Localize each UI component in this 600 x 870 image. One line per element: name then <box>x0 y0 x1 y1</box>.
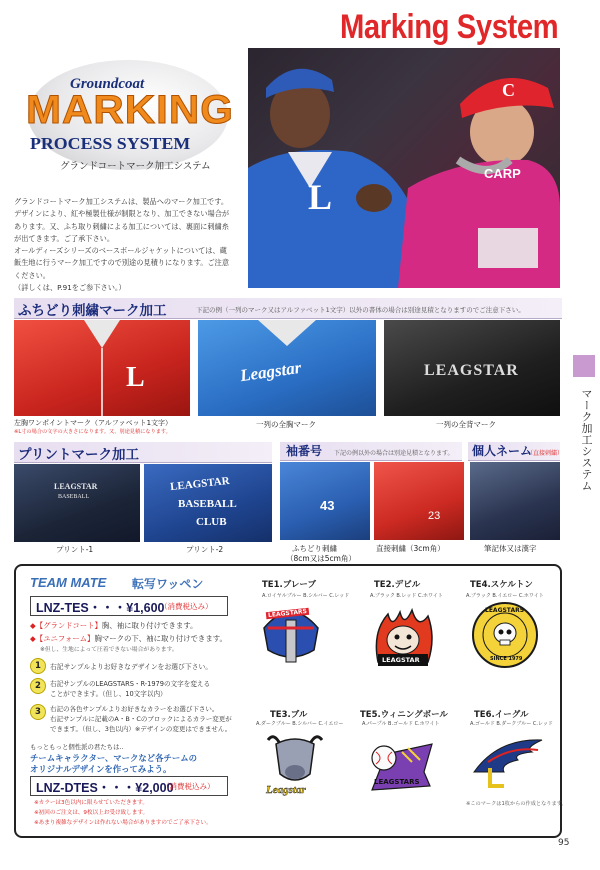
patch-te5-ball-icon <box>362 732 438 802</box>
patch-te2-colors: A.ブラック B.レッド C.ホワイト <box>370 593 443 599</box>
teammate-heading: TEAM MATE <box>30 575 107 590</box>
teammate-heading-jp: 転写ワッペン <box>132 577 204 591</box>
patch-te3-bull-icon <box>260 730 330 804</box>
custom-line-a: もっともっと個性派の君たちは‥ <box>30 743 124 751</box>
intro-line: 飯生地に行うマーク加工ですので別途の見積りになります。ご注意 <box>14 258 230 268</box>
jacket-red-graphic <box>14 320 190 416</box>
jacket-blue-text: Leagstar <box>238 357 303 386</box>
intro-line: オールディーズシリーズのベースボールジャケットについては、蔵 <box>14 246 227 256</box>
intro-line: デザインにより、紅や極製仕様が制限となり、加工できない場合が <box>14 209 230 219</box>
name-title-note: （直接刺繍） <box>527 450 564 457</box>
logo-japanese: グランドコートマーク加工システム <box>60 161 211 172</box>
hero-photo <box>248 48 560 288</box>
patch-te1-colors: A.ロイヤルブルー B.シルバー C.レッド <box>262 593 350 599</box>
name-title: 個人ネーム <box>472 444 533 458</box>
sleeve-note: 下記の例以外の場合は別途見積となります。 <box>334 450 454 457</box>
jacket-red-letter: L <box>126 362 145 393</box>
patch-te1-helmet-icon <box>256 602 326 668</box>
sleeve-title: 袖番号 <box>286 444 323 458</box>
patch-te3-colors: A.ダークブルー B.シルバー C.イエロー <box>256 721 344 727</box>
patch-te4-word2: SINCE 1979 <box>490 656 523 662</box>
bullet-1-label: 【グランドコート】 <box>35 621 102 630</box>
fuchidori-caption-2: 一列の全胸マーク <box>256 420 316 429</box>
sleeve-caption-2: 直接刺繍（3cm角） <box>376 544 445 553</box>
code2-note: （消費税込み） <box>162 782 215 791</box>
jacket-photo-blue <box>198 320 376 416</box>
patch-te5-word: LEAGSTARS <box>374 778 420 786</box>
patch-te4-word: LEAGSTARS <box>485 607 525 614</box>
sleeve2-number: 23 <box>428 510 441 522</box>
patch-footnote: ※このマークは1枚からの作成となります。 <box>466 801 567 807</box>
patch-te1-name: TE1.ブレーブ <box>262 580 316 590</box>
name-caption: 筆記体又は漢字 <box>484 544 537 553</box>
intro-line: ください。 <box>14 270 50 280</box>
page-number: 95 <box>558 838 570 848</box>
custom-line-b: チームキャラクター、マークなど各チームの <box>30 753 197 763</box>
jacket-black-text: LEAGSTAR <box>424 362 519 379</box>
print-photo-2 <box>144 464 272 542</box>
step-3-badge: 3 <box>30 704 46 720</box>
intro-line: （詳しくは、P.91をご参下さい。） <box>14 283 126 293</box>
patch-te5-name: TE5.ウィニングボール <box>360 710 448 720</box>
patch-te6-eagle-icon <box>468 732 548 792</box>
bullet-1-marker: ◆ <box>30 621 36 630</box>
step-2-badge: 2 <box>30 678 46 694</box>
patch-te6-name: TE6.イーグル <box>474 710 529 720</box>
intro-line: が出てきます。ご了承下さい。 <box>14 233 115 243</box>
hero-jacket-letter: L <box>308 177 333 217</box>
print-caption-1: プリント-1 <box>56 545 94 554</box>
patch-te4-colors: A.ブラック B.イエロー C.ホワイト <box>466 593 544 599</box>
patch-te4-name: TE4.スケルトン <box>470 580 533 590</box>
intro-line: グランドコートマーク加工システムは、製品へのマーク加工です。 <box>14 197 229 206</box>
patch-te6-colors: A.ゴールド B.ダークブルー C.レッド <box>470 721 553 727</box>
patch-te4-skull-icon <box>472 600 538 670</box>
fuchidori-note: 下記の例（一列のマーク又はアルファベット1文字）以外の書体の場合は別途見積となりますのでご注意下さい。 <box>196 306 525 314</box>
sleeve-photo-2 <box>374 462 464 540</box>
patch-te2-word: LEAGSTAR <box>382 656 420 664</box>
logo-process: PROCESS SYSTEM <box>30 134 191 153</box>
svg-text:C: C <box>502 80 515 100</box>
patch-te2-devil-icon <box>368 602 438 670</box>
print-caption-2: プリント-2 <box>186 545 224 554</box>
footnote-2: ※初回のご注文は、9枚以上お受け致します。 <box>34 810 149 816</box>
step-3-text-a: 右記の各色サンプルよりお好きなカラーをお選び下さい。 <box>50 705 219 713</box>
jacket-photo-black <box>384 320 560 416</box>
fuchidori-title: ふちどり刺繍マーク加工 <box>18 303 167 319</box>
print1-text-1: LEAGSTAR <box>54 482 98 491</box>
intro-line: あります。又、ふち取り刺繍による加工については、裏面に刺繍糸 <box>14 221 229 231</box>
print2-text-1: LEAGSTAR <box>169 474 231 494</box>
bullet-2-label: 【ユニフォーム】 <box>35 634 95 643</box>
code1-note: （消費税込み） <box>160 602 213 611</box>
print2-text-3: CLUB <box>196 516 227 528</box>
bullet-1-text: 胸、袖に取り付けできます。 <box>101 621 198 630</box>
step-3-text-c: できます。（但し、3色以内）※デザインの変更はできません。 <box>50 725 232 733</box>
page-title: Marking System <box>340 8 559 46</box>
bullet-2-note: ※但し、生地によって圧着できない場合があります。 <box>40 647 178 653</box>
side-tab-marker <box>573 355 595 377</box>
fuchidori-caption-3: 一列の全背マーク <box>436 420 496 429</box>
fuchidori-subcaption-1: ※L寸の場合の文字の大きさになります。又、別途見積になります。 <box>14 429 171 435</box>
logo-subtitle: Groundcoat <box>70 76 145 92</box>
footnote-1: ※カラーは3色以内に限らせていただきます。 <box>34 800 148 806</box>
patch-te3-word: Leagstar <box>266 784 306 796</box>
print-photo-1 <box>14 464 140 542</box>
step-2-text-b: ことができます。（但し、10文字以内） <box>50 690 167 698</box>
step-1-text: 右記サンプルよりお好きなデザインをお選び下さい。 <box>50 663 213 671</box>
patch-te1-word: LEAGSTARS <box>267 607 308 620</box>
bullet-2-text: 胸マークの下、袖に取り付けできます。 <box>94 634 227 643</box>
bullet-2 <box>30 633 227 644</box>
sleeve-caption-1: ふちどり刺繍 <box>292 544 337 553</box>
print1-text-2: BASEBALL <box>58 494 90 500</box>
footnote-3: ※あまり複雑なデザインは作れない場合がありますのでご了承下さい。 <box>34 820 212 826</box>
code2-text: LNZ-DTES・・・¥2,000 <box>36 781 174 795</box>
patch-te3-name: TE3.ブル <box>270 710 308 720</box>
hero-jacket-text: CARP <box>484 166 521 181</box>
patch-te2-name: TE2.デビル <box>374 580 421 590</box>
bullet-2-marker: ◆ <box>30 634 36 643</box>
code1-text: LNZ-TES・・・¥1,600 <box>36 601 165 615</box>
print2-text-2: BASEBALL <box>178 498 237 510</box>
intro-text <box>14 196 238 294</box>
print-title: プリントマーク加工 <box>18 447 139 463</box>
fuchidori-caption-1: 左胸ワンポイントマーク（アルファベット1文字） <box>14 419 173 427</box>
step-3-text-b: 右記サンプルに記載のA・B・Cのブロックによるカラー変更が <box>50 715 232 723</box>
bullet-1 <box>30 620 197 631</box>
sleeve-photo-1 <box>280 462 370 540</box>
step-1-badge: 1 <box>30 658 46 674</box>
jacket-photo-red <box>14 320 190 416</box>
side-tab-label: マーク加工システム <box>580 388 593 492</box>
patch-te5-colors: A.パープル B.ゴールド C.ホワイト <box>362 721 440 727</box>
logo-title: MARKING <box>26 88 234 132</box>
name-photo <box>470 462 560 540</box>
sleeve1-number: 43 <box>320 498 335 513</box>
custom-line-c: オリジナルデザインを作ってみよう。 <box>30 764 172 774</box>
step-2-text-a: 右記サンプルのLEAGSTARS・R-1979の文字を変える <box>50 680 211 688</box>
sleeve-caption-1b: （8cm又は5cm角） <box>286 554 356 563</box>
